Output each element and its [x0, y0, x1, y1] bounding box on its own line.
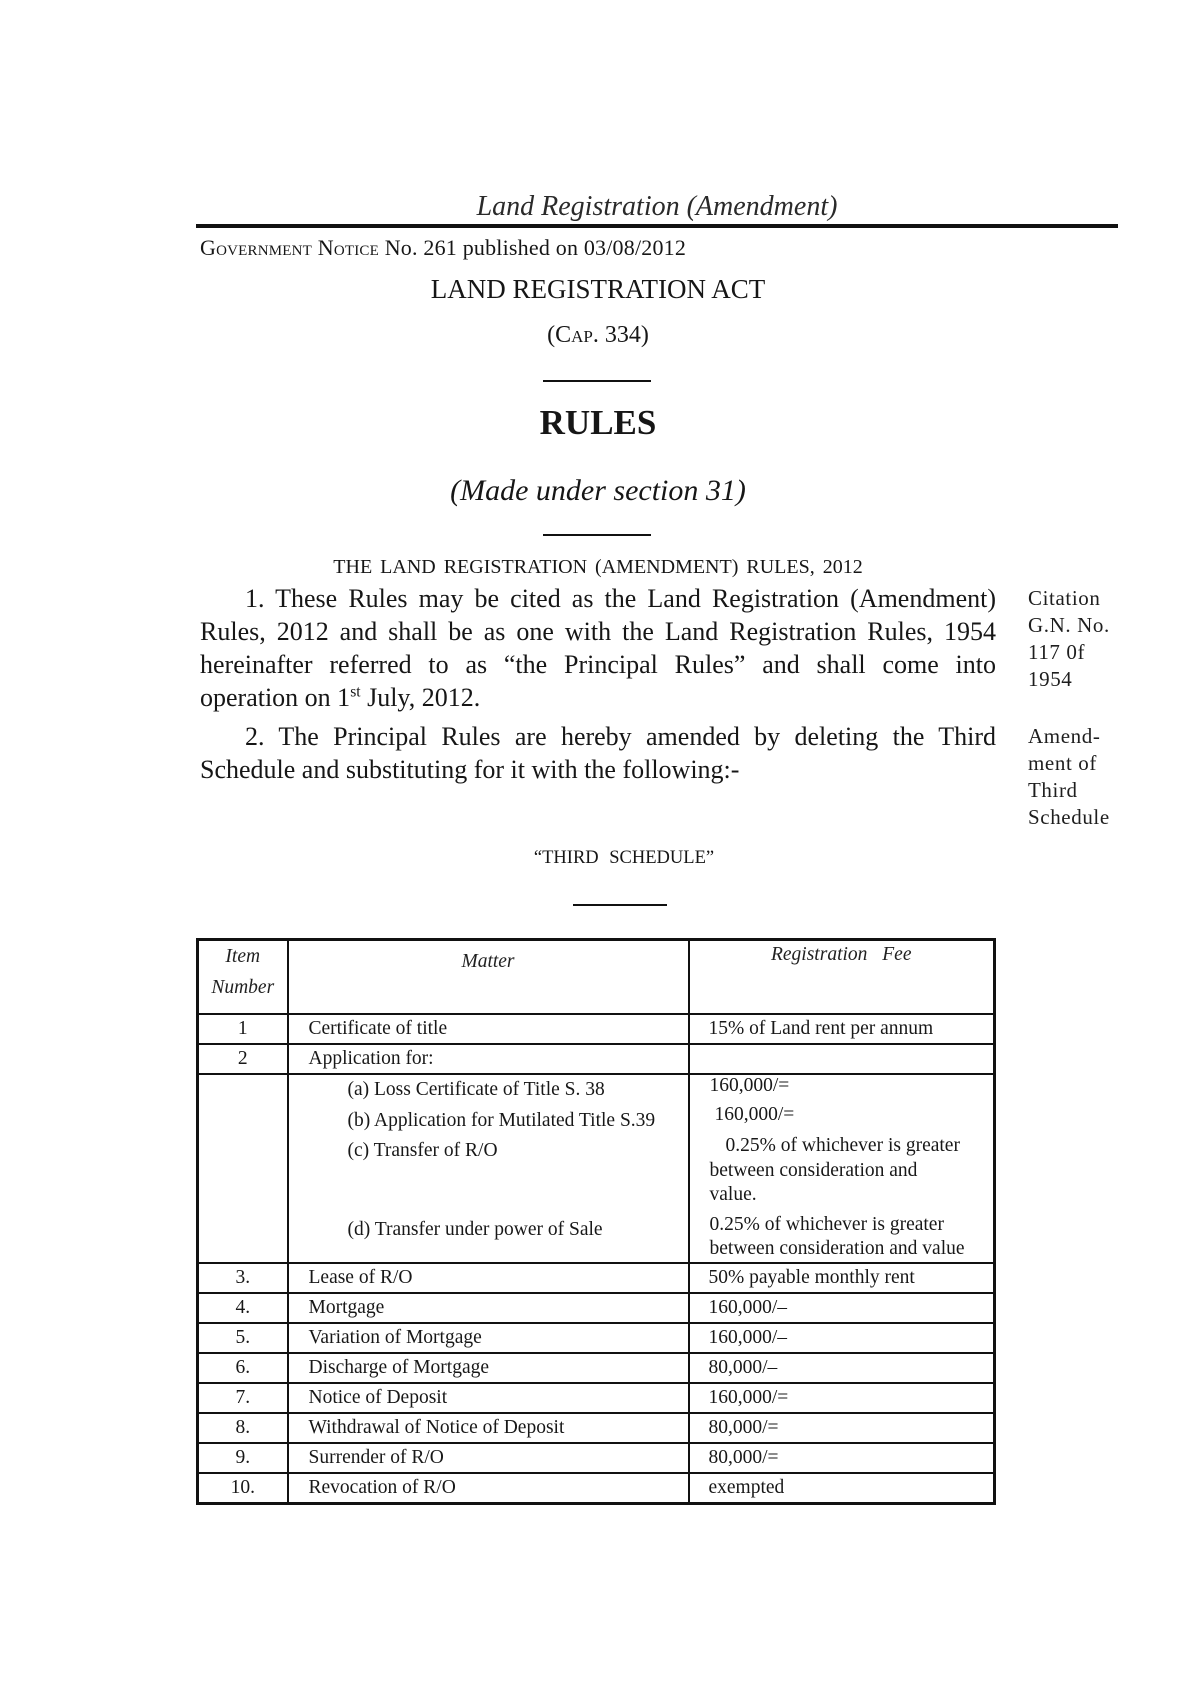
margin-note-line: ment of [1028, 751, 1097, 775]
rule-paragraph-2 [200, 720, 996, 786]
item-number-cell [198, 1074, 288, 1263]
sub-item-fee: between consideration and [709, 1160, 918, 1181]
sub-item-fee: 0.25% of whichever is greater [725, 1135, 960, 1156]
matter-cell: Mortgage [288, 1293, 689, 1323]
margin-note-line: 117 0f [1028, 640, 1086, 664]
third-schedule-table [196, 938, 996, 1505]
matter-cell: Notice of Deposit [288, 1383, 689, 1413]
notice-label: Government Notice [200, 235, 379, 260]
table-header-row [198, 940, 995, 1015]
paragraph-line: 1. These Rules may be cited as the Land Registration (Amendment) [245, 584, 996, 613]
table-row [198, 1044, 995, 1074]
item-number-cell: 3. [198, 1263, 288, 1293]
notice-details: No. 261 published on 03/08/2012 [384, 235, 687, 260]
fee-cell: exempted [689, 1473, 995, 1504]
ordinal-suffix: st [350, 683, 361, 701]
column-header-text: Number [211, 977, 275, 998]
margin-note-citation [1028, 585, 1110, 693]
paragraph-text: operation on 1 [200, 683, 351, 712]
item-number-cell: 2 [198, 1044, 288, 1074]
act-title: LAND REGISTRATION ACT [430, 274, 766, 304]
item-number-cell: 6. [198, 1353, 288, 1383]
fee-cell: 80,000/= [689, 1443, 995, 1473]
fee-cell [689, 1074, 995, 1263]
section-divider [543, 380, 651, 382]
rules-title: RULES [539, 403, 657, 442]
item-number-cell: 10. [198, 1473, 288, 1504]
sub-item-matter: (a) Loss Certificate of Title S. 38 [347, 1079, 605, 1100]
citation-title: THE LAND REGISTRATION (AMENDMENT) RULES, 2012 [333, 556, 863, 578]
paragraph-text: July, 2012. [360, 683, 481, 712]
column-header-matter: Matter [288, 940, 689, 1015]
sub-item-fee: between consideration and value [709, 1238, 965, 1259]
matter-cell: Application for: [288, 1044, 689, 1074]
table-row [198, 1293, 995, 1323]
government-notice-line [200, 236, 686, 260]
matter-cell: Revocation of R/O [288, 1473, 689, 1504]
table-row [198, 1353, 995, 1383]
matter-cell [288, 1074, 689, 1263]
item-number-cell: 1 [198, 1014, 288, 1044]
fee-cell: 160,000/– [689, 1293, 995, 1323]
table-row [198, 1473, 995, 1504]
fee-cell: 80,000/= [689, 1413, 995, 1443]
rules-authority: (Made under section 31) [450, 474, 746, 507]
margin-note-line: Third [1028, 778, 1078, 802]
item-number-cell: 5. [198, 1323, 288, 1353]
item-number-cell: 8. [198, 1413, 288, 1443]
running-header: Land Registration (Amendment) [476, 191, 838, 222]
fee-cell: 50% payable monthly rent [689, 1263, 995, 1293]
paragraph-line: 2. The Principal Rules are hereby amended by deleting the Third [245, 722, 996, 751]
matter-cell: Certificate of title [288, 1014, 689, 1044]
margin-note-line: 1954 [1028, 667, 1073, 691]
item-number-cell: 9. [198, 1443, 288, 1473]
sub-item-fee: 0.25% of whichever is greater [709, 1214, 944, 1235]
margin-note-line: Citation [1028, 586, 1101, 610]
header-rule [196, 224, 1118, 228]
table-row [198, 1014, 995, 1044]
schedule-divider [573, 904, 667, 906]
matter-cell: Withdrawal of Notice of Deposit [288, 1413, 689, 1443]
paragraph-line [200, 681, 996, 714]
margin-note-amendment [1028, 723, 1110, 831]
column-header-item-number [198, 940, 288, 1015]
fee-cell: 160,000/– [689, 1323, 995, 1353]
sub-item-matter: (b) Application for Mutilated Title S.39 [347, 1110, 656, 1131]
act-chapter: (Cap. 334) [547, 322, 649, 348]
margin-note-line: Amend- [1028, 724, 1101, 748]
section-divider [543, 534, 651, 536]
margin-note-line: Schedule [1028, 805, 1110, 829]
matter-cell: Discharge of Mortgage [288, 1353, 689, 1383]
paragraph-line: hereinafter referred to as “the Principal Rules” and shall come into [200, 650, 996, 679]
table-row [198, 1443, 995, 1473]
paragraph-line: Schedule and substituting for it with the following:- [200, 755, 740, 784]
fee-cell: 15% of Land rent per annum [689, 1014, 995, 1044]
column-header-text: Item [225, 946, 261, 967]
table-row [198, 1323, 995, 1353]
sub-item-fee: value. [709, 1184, 757, 1205]
fee-cell [689, 1044, 995, 1074]
sub-item-matter: (c) Transfer of R/O [347, 1140, 498, 1161]
fee-cell: 160,000/= [689, 1383, 995, 1413]
table-row-sub-items [198, 1074, 995, 1263]
column-header-registration-fee: Registration Fee [689, 940, 995, 1015]
matter-cell: Lease of R/O [288, 1263, 689, 1293]
matter-cell: Surrender of R/O [288, 1443, 689, 1473]
fee-cell: 80,000/– [689, 1353, 995, 1383]
margin-note-line: G.N. No. [1028, 613, 1110, 637]
table-row [198, 1383, 995, 1413]
rule-paragraph-1 [200, 582, 996, 714]
sub-item-matter: (d) Transfer under power of Sale [347, 1219, 603, 1240]
item-number-cell: 7. [198, 1383, 288, 1413]
schedule-title: “THIRD SCHEDULE” [533, 848, 715, 868]
table-row [198, 1263, 995, 1293]
sub-item-fee: 160,000/= [714, 1104, 795, 1125]
matter-cell: Variation of Mortgage [288, 1323, 689, 1353]
table-row [198, 1413, 995, 1443]
sub-item-fee: 160,000/= [709, 1075, 790, 1096]
paragraph-line: Rules, 2012 and shall be as one with the Land Registration Rules, 1954 [200, 617, 996, 646]
item-number-cell: 4. [198, 1293, 288, 1323]
